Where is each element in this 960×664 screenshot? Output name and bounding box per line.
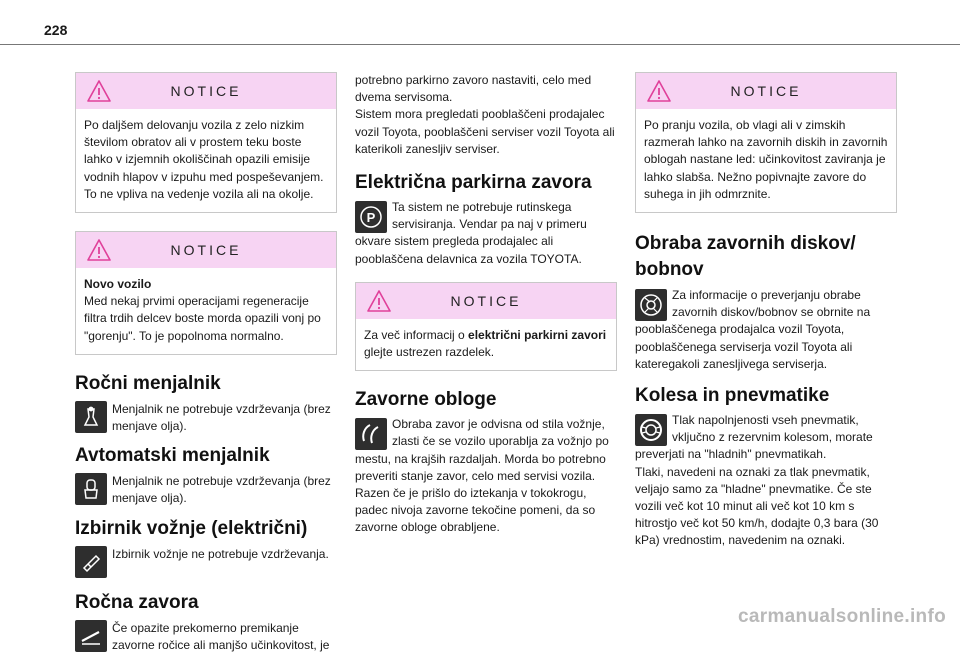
section-title: Avtomatski menjalnik	[75, 445, 270, 467]
header-divider	[0, 44, 960, 45]
notice-text: Po pranju vozila, ob vlagi ali v zimskih razmerah lahko na zavornih diskih in zavornih oblogah nastane led: učinkovitost zaviranja je lahko slabša. Nežno popivnajte zavore do suhega in jih odmrznite.	[644, 118, 888, 201]
section-brake-discs	[635, 231, 897, 373]
section-wheels-tyres	[635, 385, 897, 550]
section-handbrake	[75, 592, 337, 654]
warning-triangle-icon	[86, 79, 112, 108]
notice-text: Za več informacij o	[364, 327, 469, 342]
paragraph: potrebno parkirno zavoro nastaviti, celo med dvema servisoma.	[355, 73, 592, 105]
section-body	[355, 416, 617, 536]
brake-disc-icon	[635, 289, 667, 321]
notice-subtitle: Novo vozilo	[84, 277, 152, 292]
notice-header	[636, 73, 896, 109]
section-title: Ročna zavora	[75, 591, 199, 613]
section-text: Izbirnik vožnje ne potrebuje vzdrževanja.	[112, 546, 329, 561]
section-body	[635, 412, 897, 550]
notice-title: NOTICE	[730, 83, 802, 99]
column-1	[75, 72, 337, 664]
page-number: 228	[44, 22, 68, 38]
section-body	[355, 199, 617, 268]
section-manual-gearbox	[75, 373, 337, 435]
warning-triangle-icon	[366, 289, 392, 318]
notice-title: NOTICE	[170, 83, 242, 99]
section-title: Izbirnik vožnje (električni)	[75, 517, 308, 539]
section-text: Menjalnik ne potrebuje vzdrževanja (brez menjave olja).	[112, 401, 331, 434]
watermark[interactable]: carmanualsonline.info	[738, 606, 946, 627]
section-title: Obraba zavornih diskov/ bobnov	[635, 233, 856, 281]
notice-bold-text: električni parkirni zavori	[468, 327, 607, 342]
handbrake-icon	[75, 620, 107, 652]
brake-pads-icon	[355, 418, 387, 450]
section-body	[635, 287, 897, 373]
section-text: Tlak napolnjenosti vseh pnevmatik, vključno z rezervnim kolesom, morate preverjati na "hladnih" pnevmatikah.	[635, 413, 873, 462]
notice-box-ice	[635, 72, 897, 213]
section-text: Ta sistem ne potrebuje rutinskega servisiranja. Vendar pa naj v primeru okvare sistem pregleda prodajalec ali pooblaščena delavnica za vozila TOYOTA.	[355, 200, 587, 266]
section-title: Ročni menjalnik	[75, 372, 221, 394]
column-2	[355, 72, 617, 547]
notice-box-parking-brake	[355, 282, 617, 371]
parking-brake-icon	[355, 201, 387, 233]
drive-selector-icon	[75, 546, 107, 578]
notice-header	[76, 232, 336, 268]
notice-body	[356, 319, 616, 370]
notice-text: Med nekaj prvimi operacijami regeneracije filtra trdih delcev boste morda opazili vonj po "gorenju". To je popolnoma normalno.	[84, 294, 321, 343]
paragraph: Sistem mora pregledati pooblaščeni prodajalec vozil Toyota, pooblaščeni serviser vozil Toyota ali katerikoli zanesljiv serviser.	[355, 107, 615, 156]
notice-body	[76, 268, 336, 354]
notice-text: Po daljšem delovanju vozila z zelo nizkim številom obratov ali v prostem teku boste lahko v izjemnih okoliščinah opazili emisije vodnih hlapov v izpuhu med pospeševanjem. To ne vpliva na vedenje vozila ali na okolje.	[84, 118, 324, 201]
notice-title: NOTICE	[450, 292, 522, 309]
notice-header	[76, 73, 336, 109]
section-automatic-gearbox	[75, 445, 337, 507]
section-text: Tlaki, navedeni na oznaki za tlak pnevmatik, veljajo samo za "hladne" pnevmatike. Če ste vozili več kot 10 minut ali več kot 10 km s hitrostjo več kot 50 km/h, dodajte 0,3 bara (30 kPa) vrednostim, navedenim na oznaki.	[635, 464, 879, 548]
notice-box-new-vehicle	[75, 231, 337, 355]
gear-lever-icon	[75, 401, 107, 433]
notice-text: glejte ustrezen razdelek.	[364, 345, 495, 360]
notice-title: NOTICE	[170, 242, 242, 259]
tyre-icon	[635, 414, 667, 446]
svg-text:P: P	[366, 210, 376, 226]
section-text: Obraba zavor je odvisna od stila vožnje, zlasti če se vozilo uporablja za vožnjo po mestu, na krajših razdaljah. Morda bo potrebno preveriti stanje zavor, celo med servisi vozila. Razen če je prišlo do iztekanja v tokokrogu, padec nivoja zavorne tekočine pomeni, da so zavorne obloge obrabljene.	[355, 417, 609, 535]
section-drive-selector	[75, 518, 337, 578]
section-title: Kolesa in pnevmatike	[635, 385, 830, 407]
continued-text	[355, 72, 617, 158]
automatic-lever-icon	[75, 473, 107, 505]
column-3	[635, 72, 897, 560]
section-brake-pads	[355, 389, 617, 536]
section-electric-parking-brake	[355, 172, 617, 268]
section-text: Za informacije o preverjanju obrabe zavornih diskov/bobnov se obrnite na pooblaščenega prodajalca vozil Toyota, pooblaščenega serviserja vozil Toyota ali kateregakoli zanesljivega serviserja.	[635, 288, 871, 371]
notice-header	[356, 283, 616, 319]
warning-triangle-icon	[86, 238, 112, 267]
section-title: Električna parkirna zavora	[355, 172, 592, 194]
section-title: Zavorne obloge	[355, 389, 497, 411]
notice-box-emissions	[75, 72, 337, 213]
section-text: Menjalnik ne potrebuje vzdrževanja (brez menjave olja).	[112, 474, 331, 506]
warning-triangle-icon	[646, 79, 672, 108]
section-text: Če opazite prekomerno premikanje zavorne ročice ali manjšo učinkovitost, je	[112, 620, 330, 652]
